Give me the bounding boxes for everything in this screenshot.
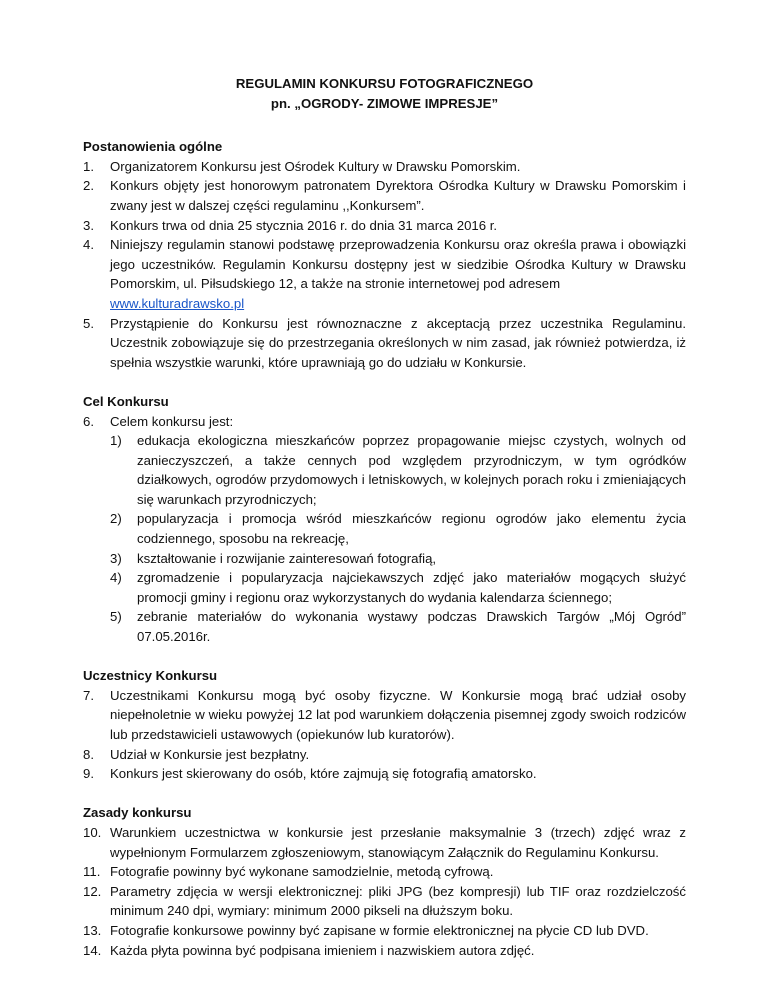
- item-number: 13.: [83, 922, 102, 938]
- sub-item-text: kształtowanie i rozwijanie zainteresowań fotografią,: [137, 550, 437, 566]
- list-item: [83, 235, 686, 313]
- sub-list-item: [83, 509, 686, 548]
- item-number: 11.: [83, 864, 101, 880]
- sub-item-text: zebranie materiałów do wykonania wystawy podczas Drawskich Targów „Mój Ogród” 07.05.2016r.: [137, 609, 686, 645]
- website-link[interactable]: www.kulturadrawsko.pl: [110, 295, 245, 311]
- item-text: Organizatorem Konkursu jest Ośrodek Kultury w Drawsku Pomorskim.: [110, 158, 521, 174]
- item-number: 7.: [83, 687, 94, 703]
- item-number: 5.: [83, 315, 94, 331]
- item-text: Konkurs objęty jest honorowym patronatem Dyrektora Ośrodka Kultury w Drawsku Pomorskim i zwany jest w dalszej części regulaminu ,,Konkursem”.: [110, 178, 686, 213]
- list-item: [83, 157, 686, 177]
- item-text: Przystąpienie do Konkursu jest równoznaczne z akceptacją przez uczestnika Regulaminu. Uczestnik zobowiązuje się do przestrzegania określonych w nim zasad, jak również potwierdza, iż spełnia wszystkie warunki, które uprawniają go do udziału w Konkursie.: [110, 315, 686, 370]
- section-participants: [83, 666, 686, 784]
- item-number: 4.: [83, 237, 94, 253]
- item-text: Fotografie powinny być wykonane samodzielnie, metodą cyfrową.: [110, 864, 494, 880]
- regulation-document: [83, 74, 686, 980]
- sub-list-item: [83, 549, 686, 569]
- item-text: Uczestnikami Konkursu mogą być osoby fizyczne. W Konkursie mogą brać udział osoby niepełnoletnie w wieku powyżej 12 lat pod warunkiem dołączenia pisemnej zgody swoich rodziców lub przedstawicieli ustawowych (opiekunów lub kuratorów).: [110, 687, 686, 742]
- section-heading-goal: Cel Konkursu: [83, 393, 169, 409]
- item-number: 3.: [83, 217, 94, 233]
- sub-list-item: [83, 607, 686, 646]
- list-item: [83, 862, 686, 882]
- goal-sublist: [83, 431, 686, 647]
- sub-item-number: 5): [110, 609, 122, 625]
- sub-item-number: 3): [110, 550, 122, 566]
- sub-item-number: 2): [110, 511, 122, 527]
- section-rules: [83, 803, 686, 960]
- sub-list-item: [83, 568, 686, 607]
- section-general: [83, 137, 686, 372]
- item-text: Konkurs jest skierowany do osób, które zajmują się fotografią amatorsko.: [110, 766, 537, 782]
- sub-item-text: popularyzacja i promocja wśród mieszkańców regionu ogrodów jako elementu życia codziennego, sposobu na rekreację,: [137, 511, 686, 547]
- item-number: 2.: [83, 178, 94, 194]
- list-item: [83, 921, 686, 941]
- list-item: [83, 745, 686, 765]
- section-heading-general: Postanowienia ogólne: [83, 139, 223, 155]
- document-subtitle: pn. „OGRODY- ZIMOWE IMPRESJE”: [270, 95, 499, 111]
- list-item: [83, 176, 686, 215]
- item-text: Parametry zdjęcia w wersji elektronicznej: pliki JPG (bez kompresji) lub TIF oraz rozdzielczość minimum 240 dpi, wymiary: minimum 2000 pikseli na dłuższym boku.: [110, 883, 686, 919]
- sub-item-number: 4): [110, 570, 122, 586]
- list-item: [83, 314, 686, 373]
- list-item: [83, 412, 686, 432]
- item-number: 12.: [83, 883, 102, 899]
- section-goal: [83, 392, 686, 647]
- item-number: 14.: [83, 942, 102, 958]
- list-item: [83, 882, 686, 921]
- item-number: 8.: [83, 746, 94, 762]
- item-number: 10.: [83, 824, 102, 840]
- general-list: [83, 157, 686, 373]
- participants-list: [83, 686, 686, 784]
- rules-list: [83, 823, 686, 960]
- section-heading-rules: Zasady konkursu: [83, 805, 192, 821]
- section-heading-participants: Uczestnicy Konkursu: [83, 668, 218, 684]
- list-item: [83, 764, 686, 784]
- item-text: Celem konkursu jest:: [110, 413, 234, 429]
- sub-list-item: [83, 431, 686, 509]
- title-block: [83, 74, 686, 113]
- item-number: 1.: [83, 158, 94, 174]
- list-item: [83, 823, 686, 862]
- item-number: 9.: [83, 766, 94, 782]
- list-item: [83, 216, 686, 236]
- item-text: Niniejszy regulamin stanowi podstawę przeprowadzenia Konkursu oraz określa prawa i obowiązki jego uczestników. Regulamin Konkursu dostępny jest w siedzibie Ośrodka Kultury w Drawsku Pomorskim, ul. Piłsudskiego 12, a także na stronie internetowej pod adresem: [110, 237, 686, 292]
- item-text: Każda płyta powinna być podpisana imieniem i nazwiskiem autora zdjęć.: [110, 942, 535, 958]
- item-number: 6.: [83, 413, 94, 429]
- list-item: [83, 686, 686, 745]
- sub-item-text: zgromadzenie i popularyzacja najciekawszych zdjęć jako materiałów mogących służyć promocji gminy i regionu oraz wykorzystanych do wydania kalendarza ściennego;: [137, 570, 686, 605]
- sub-item-text: edukacja ekologiczna mieszkańców poprzez propagowanie miejsc czystych, wolnych od zanieczyszczeń, a także cennych pod względem przyrodniczym, w tym ogródków działkowych, ogrodów przydomowych i letniskowych, w kolejnych porach roku i zmieniających się warunkach przyrodniczych;: [137, 433, 686, 507]
- item-text: Fotografie konkursowe powinny być zapisane w formie elektronicznej na płycie CD lub DVD.: [110, 922, 649, 938]
- sub-item-number: 1): [110, 433, 122, 449]
- list-item: [83, 941, 686, 961]
- item-text: Warunkiem uczestnictwa w konkursie jest przesłanie maksymalnie 3 (trzech) zdjęć wraz z wypełnionym Formularzem zgłoszeniowym, stanowiącym Załącznik do Regulaminu Konkursu.: [110, 824, 686, 860]
- item-text: Konkurs trwa od dnia 25 stycznia 2016 r. do dnia 31 marca 2016 r.: [110, 217, 498, 233]
- item-text: Udział w Konkursie jest bezpłatny.: [110, 746, 310, 762]
- document-title: REGULAMIN KONKURSU FOTOGRAFICZNEGO: [235, 76, 534, 91]
